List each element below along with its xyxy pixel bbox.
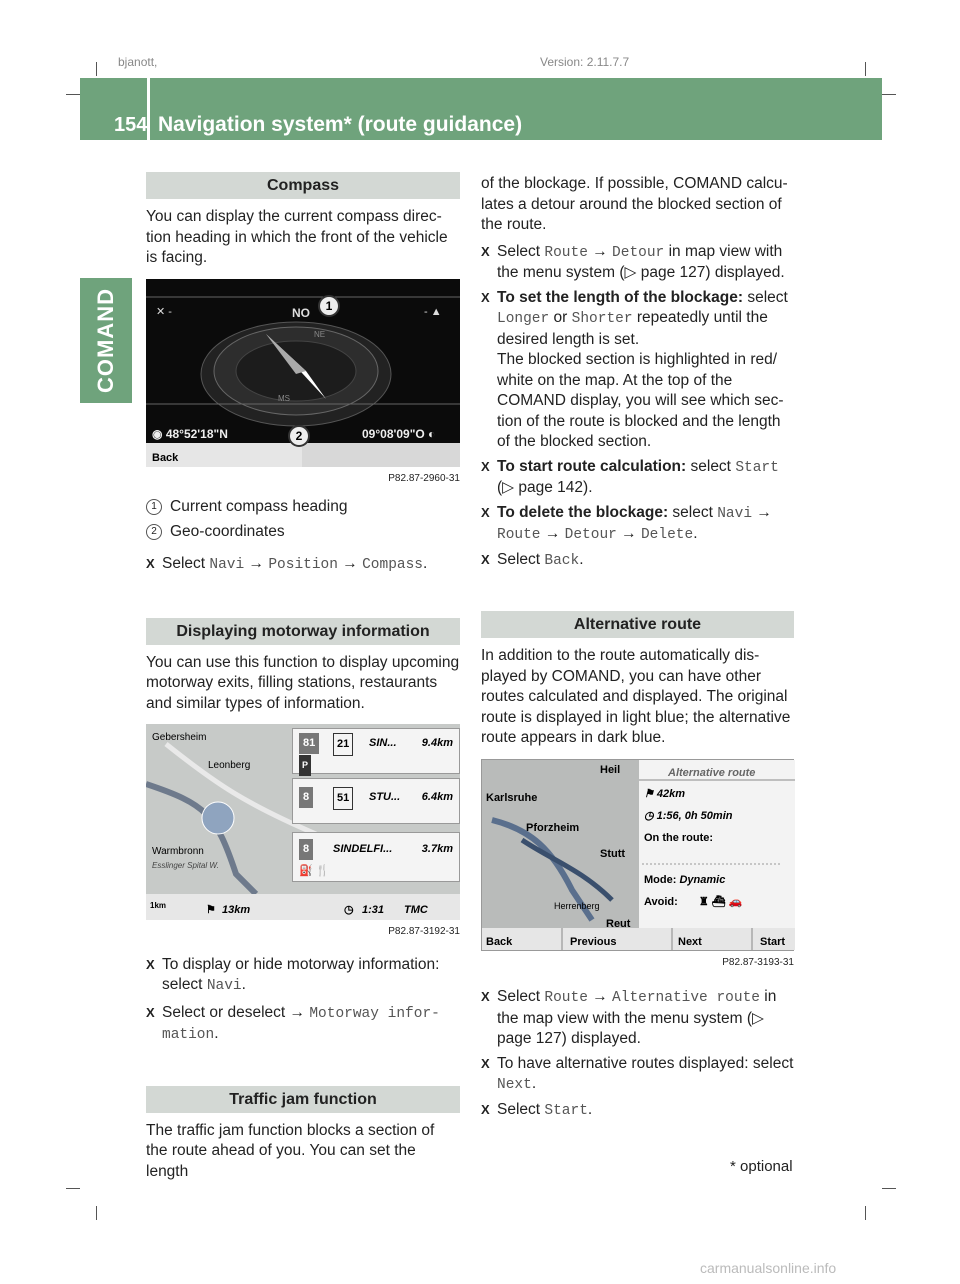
menu-item-detour: Detour: [564, 527, 617, 543]
avoid-icons: ♜ ⛴ 🚗: [698, 895, 743, 908]
motorway-step-2: X Select or deselect → Motorway infor-mation.: [146, 1003, 460, 1046]
crop-mark: [865, 62, 866, 76]
place-label: Leonberg: [208, 760, 251, 771]
alt-step-3: X Select Start.: [481, 1100, 794, 1122]
step-text: To have alternative routes displayed: select: [497, 1054, 794, 1072]
section-heading-alternative: Alternative route: [481, 611, 794, 638]
alt-mode: [644, 870, 725, 891]
left-column: [146, 172, 460, 1182]
exit-distance-badge: 51: [333, 787, 353, 810]
latitude-value: 48°52'18"N: [165, 426, 228, 441]
arrival-time: 1:31: [362, 904, 385, 916]
trafficjam-intro: The traffic jam function blocks a section of the route ahead of you. You can set the length: [146, 1121, 435, 1180]
meta-right: Version: 2.11.7.7: [540, 55, 630, 69]
step-text: Select: [497, 242, 541, 260]
crop-mark: [96, 1206, 97, 1220]
exit-name: SIN...: [369, 737, 397, 749]
exit-row[interactable]: [292, 832, 460, 882]
exit-km: 9.4km: [421, 737, 453, 749]
compass-heading-text: NO: [292, 305, 310, 320]
step-text: Select: [497, 988, 541, 1005]
alt-intro: In addition to the route automatically dis-played by COMAND, you can have other routes calculated and displayed. The original route is displayed in light blue; the alternative route appears in dark blue.: [481, 647, 791, 746]
menu-item-compass: Compass: [362, 557, 424, 573]
place-label: Warmbronn: [152, 846, 204, 857]
callout-2-text: Geo-coordinates: [170, 522, 285, 540]
detour-step-5: X Select Back.: [481, 550, 794, 572]
motorway-figure: [146, 724, 460, 920]
motorway-step-1: X To display or hide motorway information: select Navi.: [146, 955, 460, 997]
step-text: To display or hide motorway information: select: [162, 955, 440, 993]
section-heading-motorway: Displaying motorway information: [146, 618, 460, 645]
latitude: ◉ 48°52'18"N: [152, 426, 228, 441]
place-label: Karlsruhe: [486, 791, 538, 804]
trafficjam-cont: of the blockage. If possible, COMAND calcu-lates a detour around the blocked section of the route.: [481, 175, 788, 233]
menu-item-back: Back: [544, 552, 580, 569]
step-text: Select: [497, 550, 541, 568]
page-number: 154: [114, 114, 148, 136]
menu-item-route: Route: [497, 527, 541, 543]
exit-badge: 8: [299, 839, 313, 860]
step-text: Select or deselect: [162, 1003, 286, 1021]
step-title: To delete the blockage:: [497, 503, 669, 521]
alt-step-1: X Select Route → Alternative route in the map view with the menu system (▷ page 127) displayed.: [481, 987, 794, 1050]
exit-row[interactable]: [292, 778, 460, 824]
clock-icon: ◷: [344, 904, 354, 916]
step-text: Select: [162, 555, 206, 572]
page-title: Navigation system* (route guidance): [158, 113, 523, 136]
crop-mark: [66, 94, 80, 95]
menu-item-start: Start: [735, 459, 779, 476]
exit-km: 6.4km: [421, 791, 453, 803]
page-header: [80, 78, 882, 140]
parking-icon: P: [299, 755, 311, 776]
place-label: Herrenberg: [554, 900, 600, 911]
detour-step-2: [481, 288, 794, 453]
mode-value: Dynamic: [679, 873, 726, 886]
alt-route-figure: [481, 759, 794, 951]
menu-item-shorter: Shorter: [571, 311, 633, 327]
callout-1-text: Current compass heading: [170, 498, 348, 515]
step-text: in map view with the menu system (▷ page 127) displayed.: [497, 242, 785, 281]
callout-number-icon: 2: [146, 524, 162, 540]
svg-text:✕ -: ✕ -: [156, 305, 172, 318]
menu-item-navi: Navi: [206, 978, 242, 994]
alt-previous-button[interactable]: Previous: [570, 935, 617, 948]
map-scale: 1km: [150, 901, 167, 910]
alt-on-route: On the route:: [644, 831, 714, 844]
exit-badge: 81: [299, 733, 319, 754]
crop-mark: [96, 62, 97, 76]
step-text: Select: [497, 1100, 541, 1118]
section-heading-trafficjam: Traffic jam function: [146, 1086, 460, 1113]
exit-km: 3.7km: [421, 843, 453, 855]
menu-item-detour: Detour: [612, 244, 665, 261]
alt-back-button[interactable]: Back: [486, 935, 513, 948]
menu-item-route: Route: [544, 244, 588, 261]
svg-text:- ▲: - ▲: [424, 305, 442, 318]
menu-item-motorway-info: Motorway infor-mation: [162, 1005, 440, 1043]
step-text: repeatedly until the desired length is set.: [497, 309, 768, 348]
step-text: select: [690, 457, 731, 475]
side-tab: [80, 278, 132, 403]
alt-step-2: X To have alternative routes displayed: select Next.: [481, 1054, 794, 1096]
crop-mark: [66, 1188, 80, 1189]
figure-ref: P82.87-2960-31: [388, 472, 460, 484]
longitude-value: 09°08'09"O: [362, 426, 425, 441]
compass-figure: [146, 279, 460, 467]
avoid-label: Avoid:: [644, 895, 678, 908]
menu-item-position: Position: [268, 557, 338, 573]
fuel-icon: ⛽ 🍴: [299, 865, 330, 877]
place-label: Heil: [600, 763, 621, 776]
step-text: The blocked section is highlighted in red/ white on the map. At the top of the COMAND display, you will see which sec-tion of the route is blocked and the length of the blocked section.: [497, 351, 784, 450]
exit-badge: 8: [299, 787, 313, 808]
alt-panel-title: Alternative route: [668, 766, 756, 779]
alt-time-value: 1:56, 0h 50min: [656, 809, 733, 822]
place-label: Reut: [606, 917, 631, 930]
alt-avoid: [644, 892, 743, 913]
callout-2-marker: 2: [288, 425, 310, 447]
alt-distance-value: 42km: [656, 787, 686, 800]
crop-mark: [882, 1188, 896, 1189]
step-title: To set the length of the blockage:: [497, 288, 744, 306]
crop-mark: [882, 94, 896, 95]
dial-label: NE: [314, 329, 326, 339]
alt-time: ◷ 1:56, 0h 50min: [644, 809, 733, 822]
motorway-intro: You can use this function to display upcoming motorway exits, filling stations, restaurants and similar types of information.: [146, 653, 460, 712]
place-label: Gebersheim: [152, 732, 207, 743]
mode-label: Mode:: [644, 873, 677, 886]
header-divider: [147, 78, 150, 140]
compass-intro: You can display the current compass direc-tion heading in which the front of the vehicle is facing.: [146, 208, 448, 266]
back-button[interactable]: Back: [152, 451, 179, 464]
destination-flag-icon: ⚑: [206, 904, 216, 916]
callout-2: [146, 522, 460, 543]
figure-ref: P82.87-3192-31: [388, 926, 460, 937]
callout-1: [146, 497, 460, 518]
exit-name: SINDELFI...: [333, 843, 393, 855]
watermark: carmanualsonline.info: [700, 1260, 837, 1276]
map-status-bar: [146, 896, 460, 918]
menu-item-navi: Navi: [209, 557, 245, 573]
alt-distance: ⚑ 42km: [644, 787, 686, 800]
place-label: Esslinger Spital W.: [152, 861, 219, 870]
crop-mark: [865, 1206, 866, 1220]
detour-step-4: X To delete the blockage: select Navi → Route → Detour → Delete.: [481, 503, 794, 546]
side-tab-label: COMAND: [93, 288, 118, 393]
exit-row[interactable]: [292, 728, 460, 774]
detour-step-3: [481, 457, 794, 499]
menu-item-next: Next: [497, 1077, 532, 1093]
step-text: in the map view with the menu system (▷ page 127) displayed.: [497, 988, 777, 1047]
menu-item-alternative-route: Alternative route: [612, 990, 760, 1006]
exit-name: STU...: [369, 791, 401, 803]
alt-next-button[interactable]: Next: [678, 935, 702, 948]
place-label: Stutt: [600, 847, 626, 860]
menu-item-start: Start: [544, 1102, 588, 1119]
tmc-logo: TMC: [404, 904, 428, 916]
callout-1-marker: 1: [318, 295, 340, 317]
menu-item-longer: Longer: [497, 311, 550, 327]
step-text: select: [672, 503, 713, 521]
detour-step-1: X Select Route → Detour in map view with the menu system (▷ page 127) displayed.: [481, 242, 794, 284]
step-text: (▷ page 142).: [497, 479, 593, 496]
compass-step: X Select Navi → Position → Compass.: [146, 554, 460, 576]
meta-left: bjanott,: [118, 55, 158, 69]
menu-item-navi: Navi: [717, 505, 753, 522]
optional-note: * optional: [730, 1158, 793, 1175]
step-text: or: [553, 309, 568, 326]
step-title: To start route calculation:: [497, 457, 687, 475]
callout-number-icon: 1: [146, 499, 162, 515]
distance-to-destination: 13km: [222, 904, 251, 916]
section-heading-compass: Compass: [146, 172, 460, 199]
longitude: 09°08'09"O ◐: [362, 426, 436, 441]
menu-item-route: Route: [544, 990, 588, 1006]
menu-item-delete: Delete: [640, 527, 694, 543]
alt-start-button[interactable]: Start: [760, 935, 786, 948]
figure-ref: P82.87-3193-31: [722, 956, 794, 968]
place-label: Pforzheim: [526, 821, 580, 834]
step-text: select: [747, 288, 788, 306]
right-column: [481, 172, 794, 1121]
exit-distance-badge: 21: [333, 733, 353, 756]
dial-label: MS: [278, 393, 290, 403]
